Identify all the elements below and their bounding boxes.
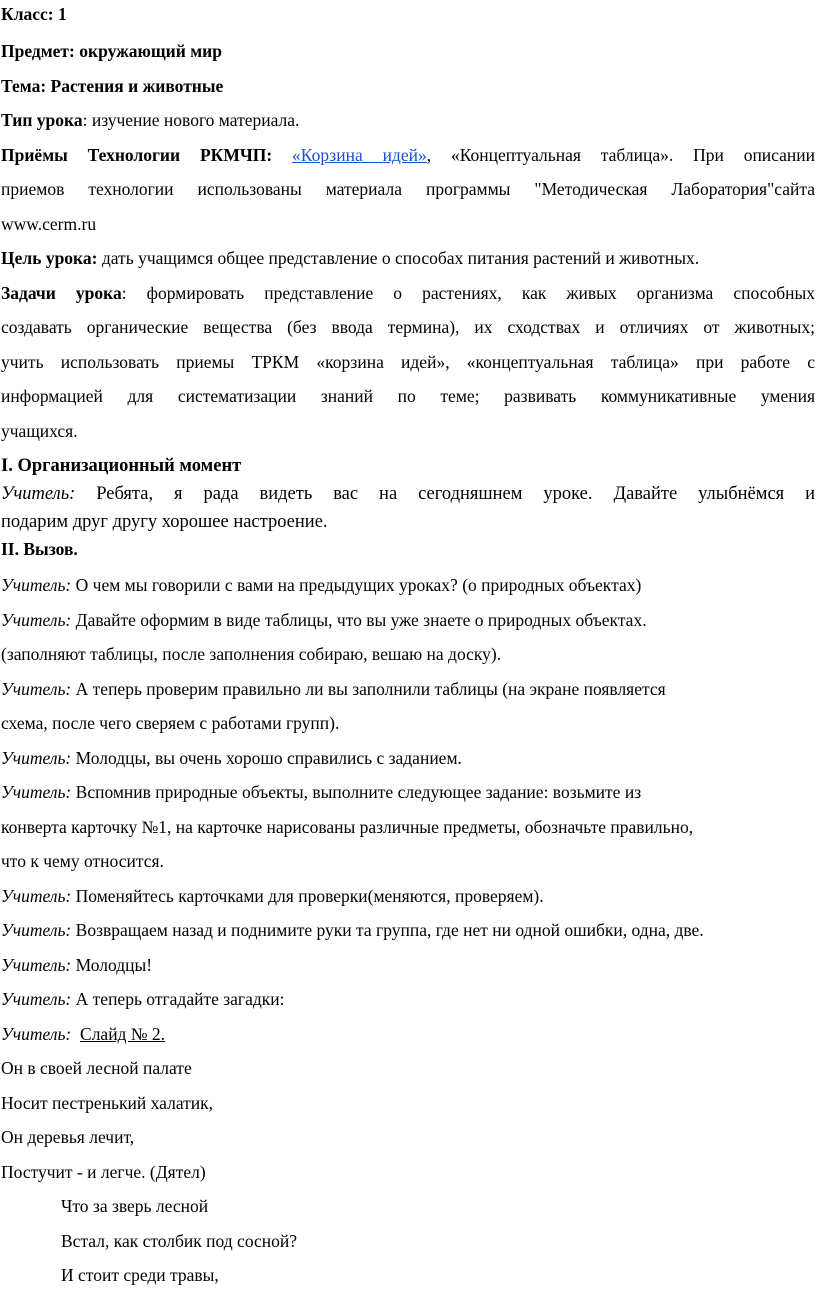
reply-2: Учитель: Давайте оформим в виде таблицы, что вы уже знаете о природных объектах. bbox=[1, 609, 647, 630]
tasks-text-1: : формировать представление о растениях, как живых организма способных bbox=[121, 282, 815, 303]
methods-line-2: приемов технологии использованы материала программы "Методическая Лаборатория"сайта bbox=[1, 179, 815, 199]
goal-label: Цель урока: bbox=[1, 248, 98, 268]
slide-ref: Слайд № 2. bbox=[80, 1023, 166, 1044]
riddle1-line-4: Постучит - и легче. (Дятел) bbox=[1, 1161, 206, 1182]
topic-line bbox=[1, 69, 815, 104]
riddle2-line-2: Встал, как столбик под сосной? bbox=[61, 1230, 298, 1251]
section1-line-2: подарим друг другу хорошее настроение. bbox=[1, 512, 328, 532]
goal-text: дать учащимся общее представление о способах питания растений и животных. bbox=[97, 248, 700, 268]
riddle1-line-1: Он в своей лесной палате bbox=[1, 1058, 192, 1078]
lesson-type-label: Тип урока bbox=[1, 110, 83, 130]
riddle1-line-3: Он деревья лечит, bbox=[1, 1127, 135, 1147]
tasks-line-4: информацией для систематизации знаний по теме; развивать коммуникативные умения bbox=[1, 386, 815, 406]
reply-2-cont: (заполняют таблицы, после заполнения собираю, вешаю на доску). bbox=[1, 644, 502, 664]
section1-heading: I. Организационный момент bbox=[1, 456, 242, 476]
subject-value: окружающий мир bbox=[79, 41, 222, 61]
slide-line bbox=[1, 1017, 815, 1052]
goal-line bbox=[1, 241, 815, 276]
riddle2-line-3: И стоит среди травы, bbox=[61, 1265, 219, 1285]
methods-label: Приёмы Технологии РКМЧП: bbox=[1, 144, 273, 165]
reply-1: Учитель: О чем мы говорили с вами на предыдущих уроках? (о природных объектах) bbox=[1, 575, 642, 595]
reply-3-cont: схема, после чего сверяем с работами групп). bbox=[1, 713, 340, 733]
reply-5-cont: конверта карточку №1, на карточке нарисованы различные предметы, обозначьте правильно, bbox=[1, 816, 694, 837]
speaker: Учитель: bbox=[1, 609, 72, 630]
class-line bbox=[1, 0, 815, 28]
class-label: Класс: bbox=[1, 4, 54, 24]
speaker: Учитель: bbox=[1, 782, 72, 802]
reply-7: Учитель: Возвращаем назад и поднимите руки та группа, где нет ни одной ошибки, одна, две. bbox=[1, 920, 704, 940]
riddle1-line-2: Носит пестренький халатик, bbox=[1, 1092, 214, 1113]
reply-5: Учитель: Вспомнив природные объекты, выполните следующее задание: возьмите из bbox=[1, 782, 642, 802]
tasks-line-5: учащихся. bbox=[1, 420, 78, 441]
speaker: Учитель: bbox=[1, 1023, 72, 1044]
section2-heading: II. Вызов. bbox=[1, 539, 78, 559]
subject-label: Предмет: bbox=[1, 41, 75, 61]
riddle2-line-1: Что за зверь лесной bbox=[61, 1196, 209, 1216]
methods-line-1 bbox=[1, 138, 815, 173]
class-value: 1 bbox=[58, 4, 67, 24]
tasks-line-1 bbox=[1, 276, 815, 311]
reply-3: Учитель: А теперь проверим правильно ли вы заполнили таблицы (на экране появляется bbox=[1, 678, 666, 699]
reply-6: Учитель: Поменяйтесь карточками для проверки(меняются, проверяем). bbox=[1, 885, 544, 906]
speaker: Учитель: bbox=[1, 678, 72, 699]
speaker: Учитель: bbox=[1, 484, 76, 504]
speaker: Учитель: bbox=[1, 920, 72, 940]
reply-5-cont-2: что к чему относится. bbox=[1, 851, 164, 871]
methods-rest: , «Концептуальная таблица». При описании bbox=[426, 144, 816, 165]
speaker: Учитель: bbox=[1, 954, 72, 975]
subject-line bbox=[1, 34, 815, 69]
lesson-type-value: : изучение нового материала. bbox=[82, 110, 300, 130]
speaker: Учитель: bbox=[1, 575, 72, 595]
reply-9: Учитель: А теперь отгадайте загадки: bbox=[1, 989, 285, 1009]
tasks-line-2: создавать органические вещества (без ввода термина), их сходствах и отличиях от животных; bbox=[1, 317, 815, 337]
lesson-type-line bbox=[1, 103, 815, 138]
methods-site: www.cerm.ru bbox=[1, 213, 97, 234]
topic-value: Растения и животные bbox=[50, 75, 224, 96]
section1-line-1: Учитель: Ребята, я рада видеть вас на сегодняшнем уроке. Давайте улыбнёмся и bbox=[1, 484, 815, 504]
reply-4: Учитель: Молодцы, вы очень хорошо справились с заданием. bbox=[1, 747, 462, 768]
tasks-label: Задачи урока bbox=[1, 282, 122, 303]
speaker: Учитель: bbox=[1, 989, 72, 1009]
idea-basket-link[interactable]: «Корзина идей» bbox=[292, 144, 427, 165]
speaker: Учитель: bbox=[1, 885, 72, 906]
topic-label: Тема: bbox=[1, 75, 47, 96]
reply-8: Учитель: Молодцы! bbox=[1, 954, 153, 975]
speaker: Учитель: bbox=[1, 747, 72, 768]
tasks-line-3: учить использовать приемы ТРКМ «корзина идей», «концептуальная таблица» при работе с bbox=[1, 351, 815, 372]
